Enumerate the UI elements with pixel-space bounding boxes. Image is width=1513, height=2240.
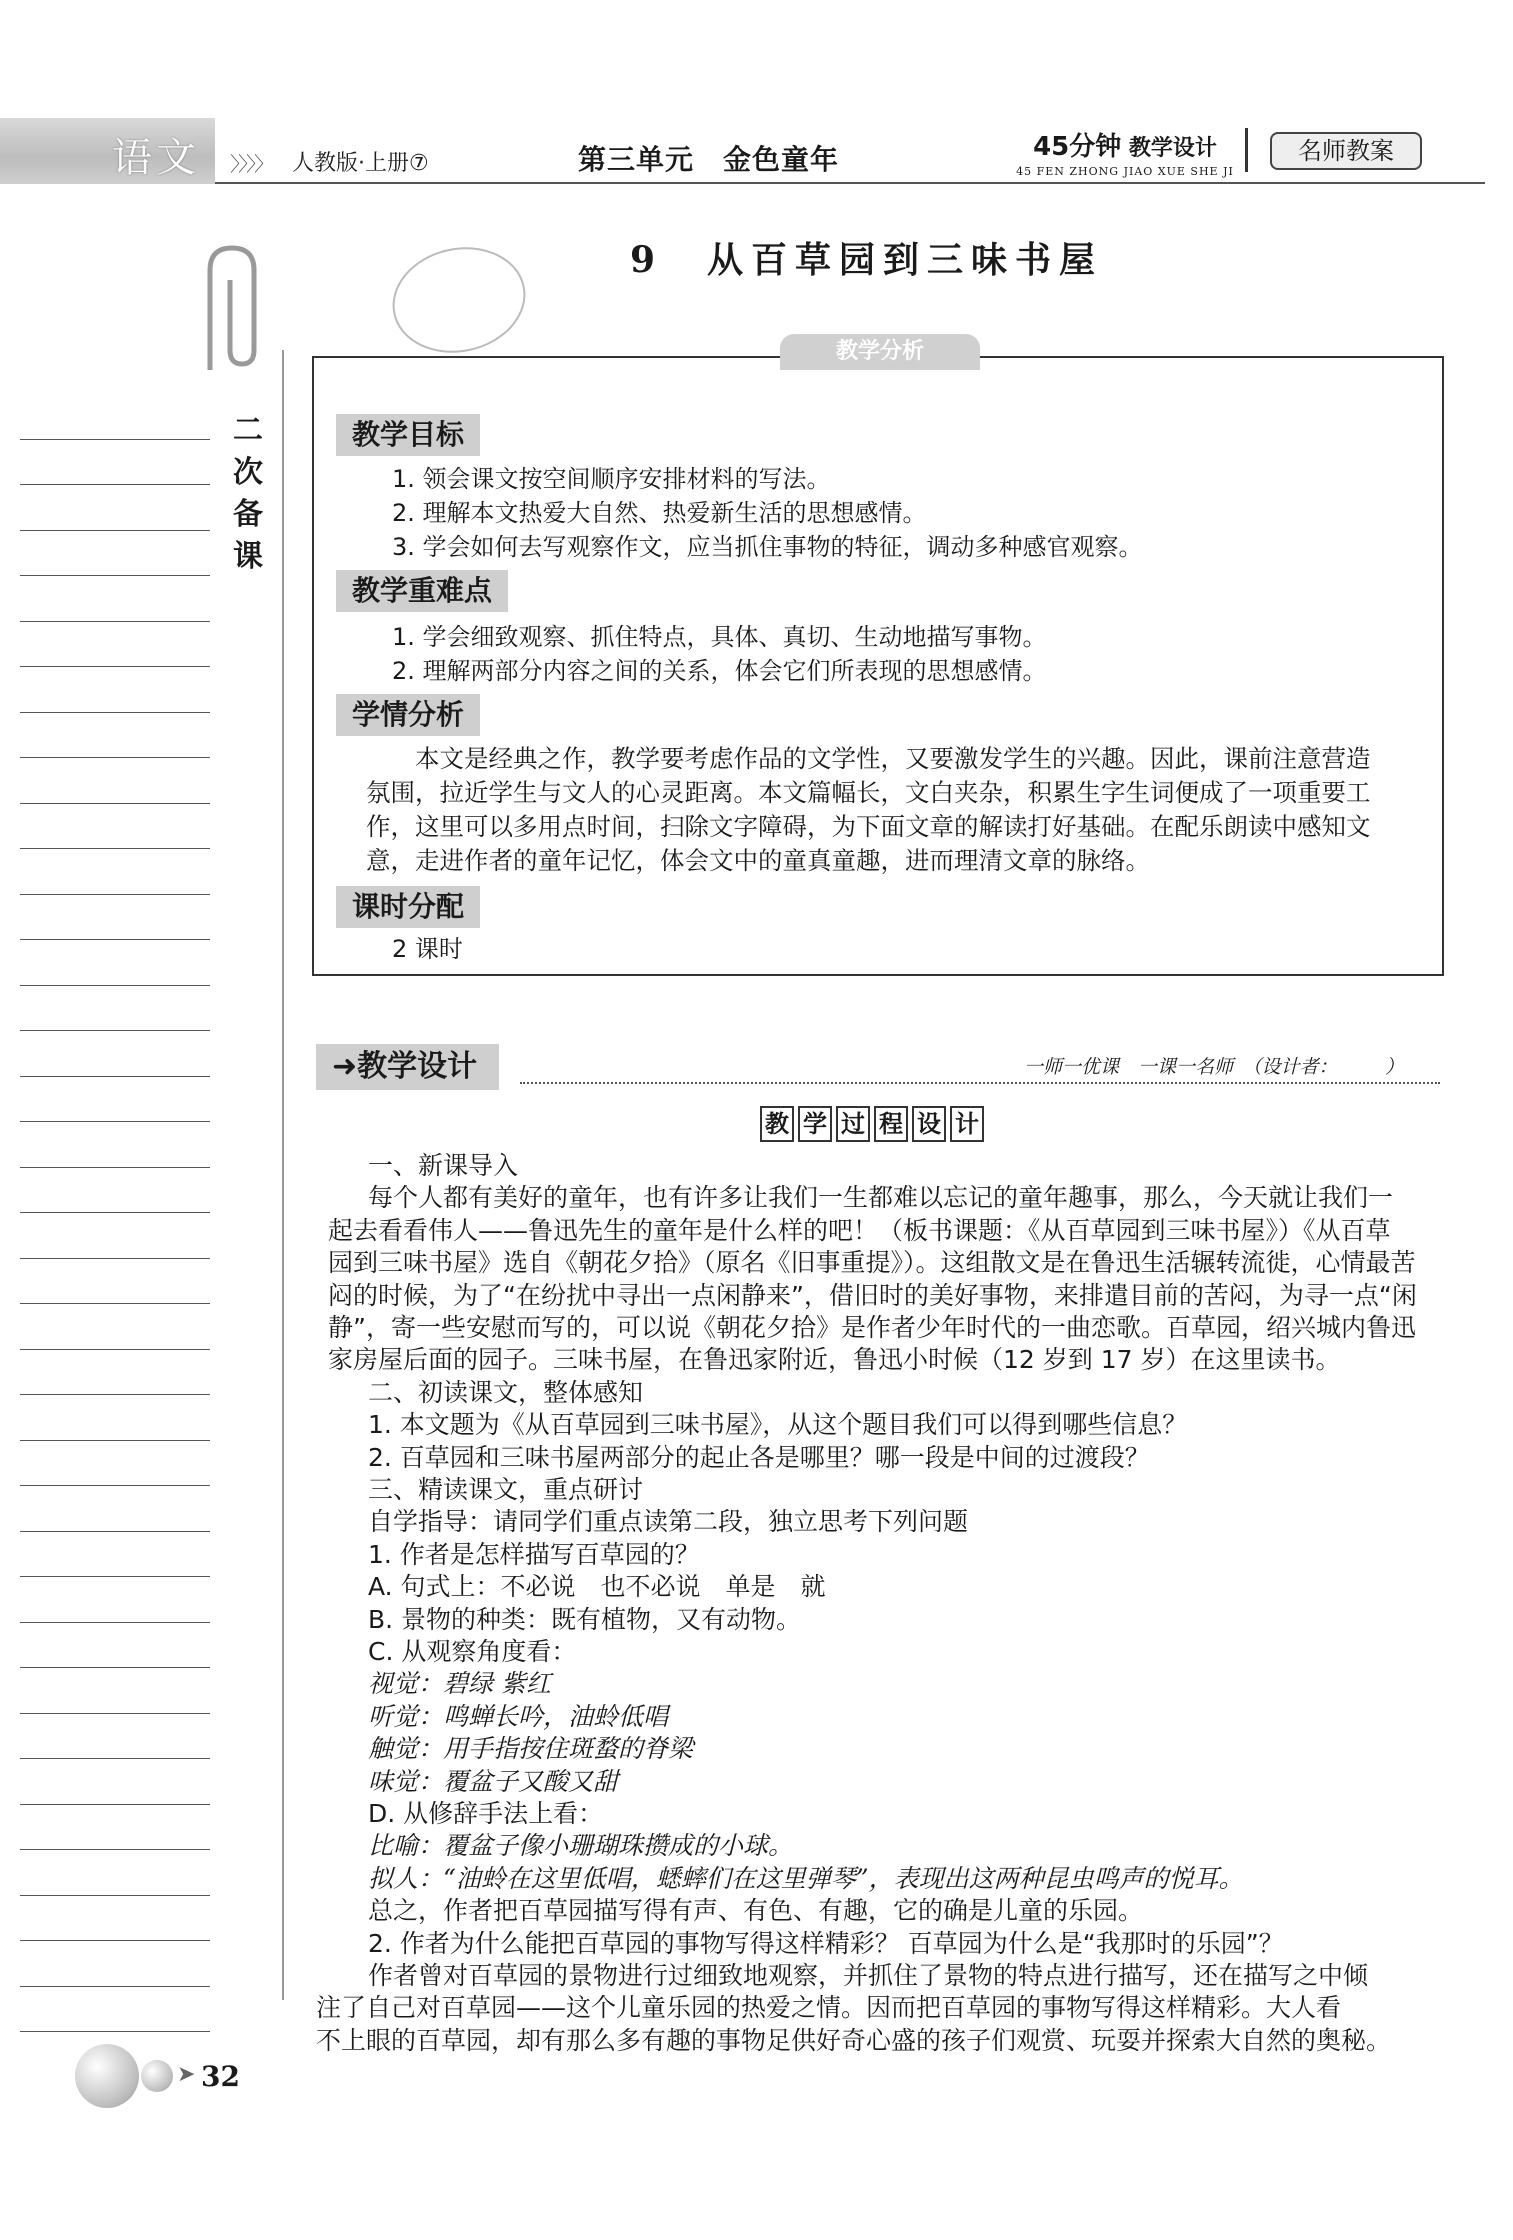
series-badge: 名师教案 — [1270, 132, 1422, 170]
learner-line: 本文是经典之作，教学要考虑作品的文学性，又要激发学生的兴趣。因此，课前注意营造 — [366, 744, 1371, 773]
notes-line — [20, 1668, 210, 1714]
body-line: 拟人：“油蛉在这里低唱，蟋蟀们在这里弹琴”，表现出这两种昆虫鸣声的悦耳。 — [368, 1863, 1244, 1893]
designer-note: 一师一优课 一课一名师 （设计者： ） — [1024, 1056, 1405, 1078]
notes-line — [20, 1441, 210, 1487]
body-line: 味觉：覆盆子又酸又甜 — [368, 1766, 619, 1796]
process-char: 教 — [760, 1106, 794, 1142]
notes-line — [20, 1987, 210, 2033]
page-footer — [75, 2044, 275, 2114]
notes-title-char: 课 — [233, 539, 263, 574]
notes-line — [20, 895, 210, 941]
body-line: 比喻：覆盆子像小珊瑚珠攒成的小球。 — [368, 1831, 794, 1861]
homework-stamp — [383, 235, 536, 365]
notes-title — [228, 410, 268, 578]
brand-name: 45分钟 — [1033, 132, 1122, 162]
edition-label: 人教版·上册⑦ — [292, 151, 429, 176]
keypoint-item: 1. 学会细致观察、抓住特点，具体、真切、生动地描写事物。 — [392, 623, 1047, 651]
notes-line — [20, 986, 210, 1032]
notes-lines — [20, 394, 210, 2032]
notes-line — [20, 667, 210, 713]
keypoints-heading: 教学重难点 — [336, 570, 508, 612]
body-line: 二、初读课文，整体感知 — [368, 1377, 644, 1407]
goal-item: 2. 理解本文热爱大自然、热爱新生活的思想感情。 — [392, 499, 927, 527]
notes-line — [20, 1168, 210, 1214]
notes-line — [20, 622, 210, 668]
header-divider — [1245, 128, 1248, 172]
body-line: 静”，寄一些安慰而写的，可以说《朝花夕拾》是作者少年时代的一曲恋歌。百草园，绍兴城内鲁迅 — [328, 1313, 1416, 1342]
body-line: 总之，作者把百草园描写得有声、有色、有趣，它的确是儿童的乐园。 — [368, 1896, 1144, 1926]
learner-heading: 学情分析 — [336, 694, 480, 736]
learner-line: 氛围，拉近学生与文人的心灵距离。本文篇幅长，文白夹杂，积累生字生词便成了一项重要工 — [366, 778, 1371, 807]
hours-heading: 课时分配 — [336, 886, 480, 928]
notes-line — [20, 485, 210, 531]
body-line: 不上眼的百草园，却有那么多有趣的事物足供好奇心盛的孩子们观赏、玩耍并探索大自然的奥秘。 — [316, 2025, 1392, 2055]
brand-pinyin: 45 FEN ZHONG JIAO XUE SHE JI — [1016, 165, 1234, 178]
body-line: 视觉：碧绿 紫红 — [368, 1669, 551, 1699]
ball-icon — [75, 2044, 139, 2108]
header-rule — [215, 182, 1485, 184]
body-line: C. 从观察角度看： — [368, 1637, 577, 1666]
notes-line — [20, 1031, 210, 1077]
goals-heading: 教学目标 — [336, 414, 480, 456]
body-line: 起去看看伟人——鲁迅先生的童年是什么样的吧！（板书课题：《从百草园到三味书屋》）《从百草 — [328, 1215, 1391, 1245]
notes-line — [20, 1213, 210, 1259]
process-char: 过 — [836, 1106, 870, 1142]
lesson-title: 9 从百草园到三味书屋 — [630, 239, 1104, 281]
body-line: 自学指导：请同学们重点读第二段，独立思考下列问题 — [368, 1507, 969, 1537]
body-line: 三、精读课文，重点研讨 — [368, 1475, 644, 1504]
body-line: 2. 作者为什么能把百草园的事物写得这样精彩？ 百草园为什么是“我那时的乐园”？ — [368, 1928, 1284, 1958]
notes-title-char: 次 — [233, 455, 263, 490]
notes-line — [20, 1259, 210, 1305]
notes-line — [20, 940, 210, 986]
notes-line — [20, 576, 210, 622]
notes-line — [20, 1896, 210, 1942]
process-title — [760, 1106, 984, 1142]
notes-line — [20, 804, 210, 850]
body-line: 1. 本文题为《从百草园到三味书屋》，从这个题目我们可以得到哪些信息？ — [368, 1410, 1188, 1440]
page-number: 32 — [201, 2060, 240, 2093]
notes-line — [20, 849, 210, 895]
notes-line — [20, 1122, 210, 1168]
process-char: 程 — [874, 1106, 908, 1142]
notes-line — [20, 713, 210, 759]
design-heading: ➜教学设计 — [316, 1044, 499, 1090]
analysis-box — [312, 339, 1444, 976]
page-header — [0, 118, 1513, 184]
notes-line — [20, 1395, 210, 1441]
notes-line — [20, 1577, 210, 1623]
notes-line — [20, 1941, 210, 1987]
ball-icon — [141, 2060, 173, 2092]
arrows-icon: 〉〉〉〉 — [230, 152, 272, 176]
notes-line — [20, 1077, 210, 1123]
body-line: 触觉：用手指按住斑蝥的脊梁 — [368, 1734, 694, 1764]
learner-line: 作，这里可以多用点时间，扫除文字障碍，为下面文章的解读打好基础。在配乐朗读中感知文 — [366, 812, 1371, 841]
subject-label: 语文 — [112, 135, 200, 181]
design-heading-label: 教学设计 — [357, 1049, 478, 1084]
body-line: 园到三味书屋》选自《朝花夕拾》（原名《旧事重提》）。这组散文是在鲁迅生活辗转流徙，心情最苦 — [328, 1248, 1416, 1278]
body-line: 1. 作者是怎样描写百草园的？ — [368, 1539, 700, 1569]
brand-logo — [1010, 126, 1240, 178]
body-line: B. 景物的种类：既有植物，又有动物。 — [368, 1604, 802, 1634]
learner-line: 意，走进作者的童年记忆，体会文中的童真童趣，进而理清文章的脉络。 — [366, 846, 1150, 875]
notes-line — [20, 758, 210, 804]
notes-line — [20, 1759, 210, 1805]
notes-title-char: 备 — [233, 497, 263, 532]
body-line: 闷的时候，为了“在纷扰中寻出一点闲静来”，借旧时的美好事物，来排遣目前的苦闷，为寻一点“闲 — [328, 1280, 1417, 1310]
body-line: 一、新课导入 — [368, 1151, 519, 1180]
goal-item: 3. 学会如何去写观察作文，应当抓住事物的特征，调动多种感官观察。 — [392, 533, 1143, 561]
notes-line — [20, 1350, 210, 1396]
analysis-tab: 教学分析 — [780, 334, 980, 370]
process-char: 设 — [912, 1106, 946, 1142]
notes-line — [20, 1850, 210, 1896]
process-char: 计 — [950, 1106, 984, 1142]
goal-item: 1. 领会课文按空间顺序安排材料的写法。 — [392, 465, 831, 493]
body-line: 每个人都有美好的童年，也有许多让我们一生都难以忘记的童年趣事，那么，今天就让我们一 — [368, 1183, 1394, 1213]
notes-line — [20, 1805, 210, 1851]
design-rule — [520, 1082, 1440, 1084]
notes-line — [20, 1486, 210, 1532]
notes-line — [20, 394, 210, 440]
notes-line — [20, 1304, 210, 1350]
keypoint-item: 2. 理解两部分内容之间的关系，体会它们所表现的思想感情。 — [392, 657, 1047, 685]
body-line: 家房屋后面的园子。三味书屋，在鲁迅家附近，鲁迅小时候（12 岁到 17 岁）在这里读书。 — [328, 1345, 1341, 1375]
body-line: 听觉：鸣蝉长吟，油蛉低唱 — [368, 1701, 669, 1731]
notes-title-char: 二 — [233, 413, 263, 448]
notes-line — [20, 1532, 210, 1578]
notes-line — [20, 440, 210, 486]
body-line: D. 从修辞手法上看： — [368, 1799, 604, 1828]
unit-title: 第三单元 金色童年 — [578, 143, 840, 176]
process-char: 学 — [798, 1106, 832, 1142]
body-line: 2. 百草园和三味书屋两部分的起止各是哪里？哪一段是中间的过渡段？ — [368, 1442, 1150, 1472]
notes-line — [20, 1623, 210, 1669]
hours-value: 2 课时 — [392, 935, 463, 963]
body-line: 作者曾对百草园的景物进行过细致地观察，并抓住了景物的特点进行描写，还在描写之中倾 — [368, 1961, 1369, 1990]
arrow-icon: ➤ — [177, 2062, 196, 2087]
notes-line — [20, 531, 210, 577]
notes-line — [20, 1714, 210, 1760]
brand-sub: 教学设计 — [1128, 136, 1217, 161]
body-line: 注了自己对百草园——这个儿童乐园的热爱之情。因而把百草园的事物写得这样精彩。大人看 — [316, 1993, 1342, 2023]
body-line: A. 句式上：不必说 也不必说 单是 就 — [368, 1572, 826, 1602]
